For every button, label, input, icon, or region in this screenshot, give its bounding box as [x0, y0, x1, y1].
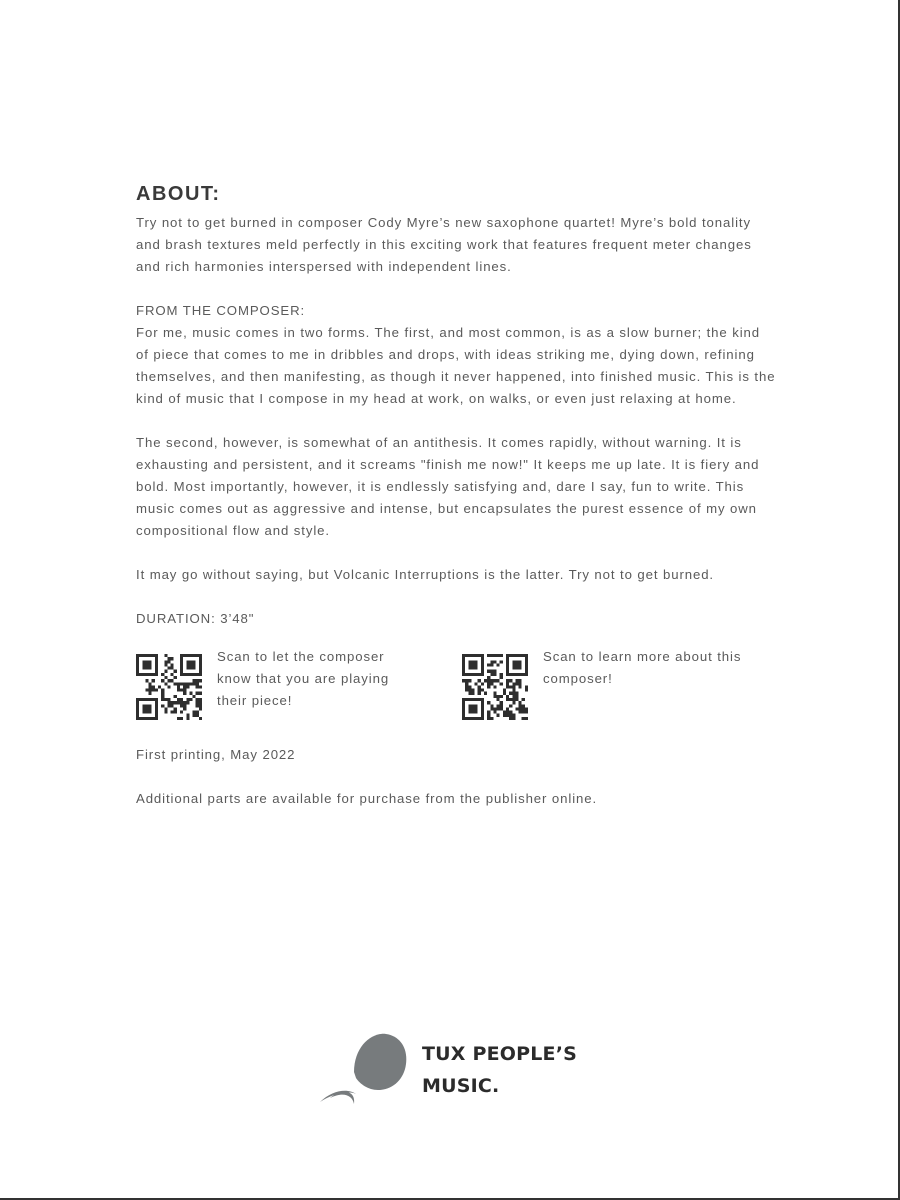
parts-note: Additional parts are available for purchase from the publisher online.	[136, 791, 598, 806]
qr-block-learn-more	[462, 649, 748, 722]
qr-caption-learn-more: Scan to learn more about this composer!	[543, 649, 742, 686]
speech-bubble-logo-icon	[318, 1032, 410, 1108]
about-heading: ABOUT:	[136, 183, 221, 205]
publisher-name	[422, 1038, 577, 1102]
composer-paragraph-2: The second, however, is somewhat of an antithesis. It comes rapidly, without warning. It is exhausting and persistent, and it screams "finish me now!" It keeps me up late. It is fiery and bold. Most importantly, however, it is endlessly satisfying and, dare I say, fun to write. This music comes out as aggressive and intense, but encapsulates the purest essence of my own compositional flow and style.	[136, 435, 760, 538]
about-text: Try not to get burned in composer Cody Myre’s new saxophone quartet! Myre’s bold tonality and brash textures meld perfectly in this exciting work that features frequent meter changes and rich harmonies interspersed with independent lines.	[136, 215, 752, 274]
composer-paragraph-1: For me, music comes in two forms. The first, and most common, is as a slow burner; the kind of piece that comes to me in dribbles and drops, with ideas striking me, dying down, refining themselves, and then manifesting, as though it never happened, into finished music. This is the kind of music that I compose in my head at work, on walks, or even just relaxing at home.	[136, 325, 776, 406]
qr-code-icon[interactable]	[136, 654, 202, 720]
duration: DURATION: 3’48"	[136, 611, 255, 626]
printing-info: First printing, May 2022	[136, 747, 296, 762]
publisher-logo	[318, 1030, 618, 1110]
qr-code-row	[136, 649, 776, 722]
composer-heading: FROM THE COMPOSER:	[136, 303, 306, 318]
publisher-name-line-2: MUSIC.	[422, 1075, 500, 1097]
qr-code-icon[interactable]	[462, 654, 528, 720]
qr-caption-contact: Scan to let the composer know that you are playing their piece!	[217, 649, 390, 708]
qr-block-contact-composer	[136, 649, 462, 722]
composer-paragraph-3: It may go without saying, but Volcanic Interruptions is the latter. Try not to get burned.	[136, 567, 715, 582]
program-notes	[136, 182, 776, 810]
publisher-name-line-1: TUX PEOPLE’S	[422, 1043, 578, 1065]
